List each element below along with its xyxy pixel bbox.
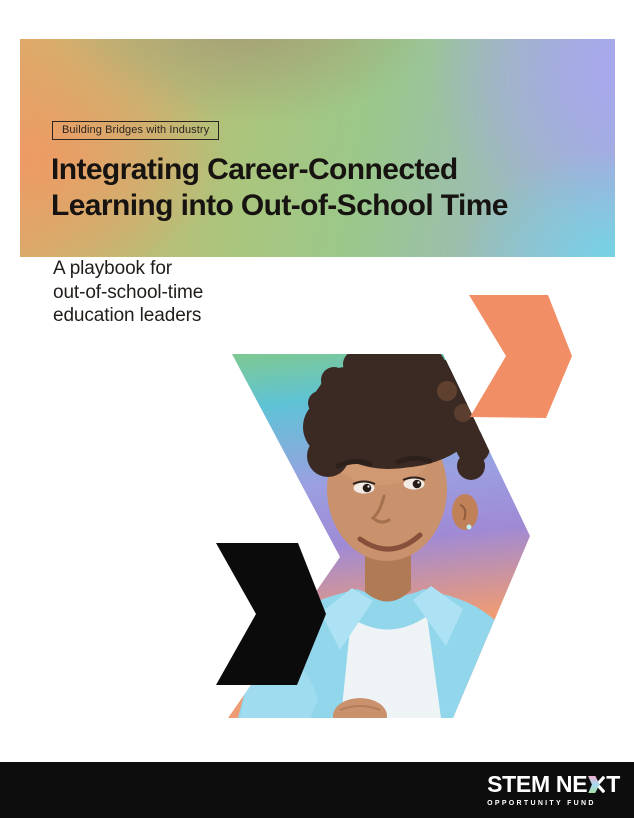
logo-text-left: STEM NE xyxy=(487,771,588,797)
logo-text xyxy=(487,773,620,796)
cover-subtitle-line: out-of-school-time xyxy=(53,281,204,303)
logo-text-right: T xyxy=(606,771,620,797)
cover-subtitle-line: A playbook for xyxy=(53,258,173,279)
footer xyxy=(0,762,634,818)
stem-next-logo xyxy=(487,773,620,807)
cover-title-line: Integrating Career-Connected xyxy=(51,153,458,186)
logo-tagline: OPPORTUNITY FUND xyxy=(487,800,596,807)
cover-subtitle-line: education leaders xyxy=(53,305,202,326)
chevron-right-orange-icon xyxy=(469,295,572,418)
cover-title-line: Learning into Out-of-School Time xyxy=(51,189,508,222)
series-badge-label: Building Bridges with Industry xyxy=(62,124,210,136)
stem-next-x-icon xyxy=(588,776,605,793)
